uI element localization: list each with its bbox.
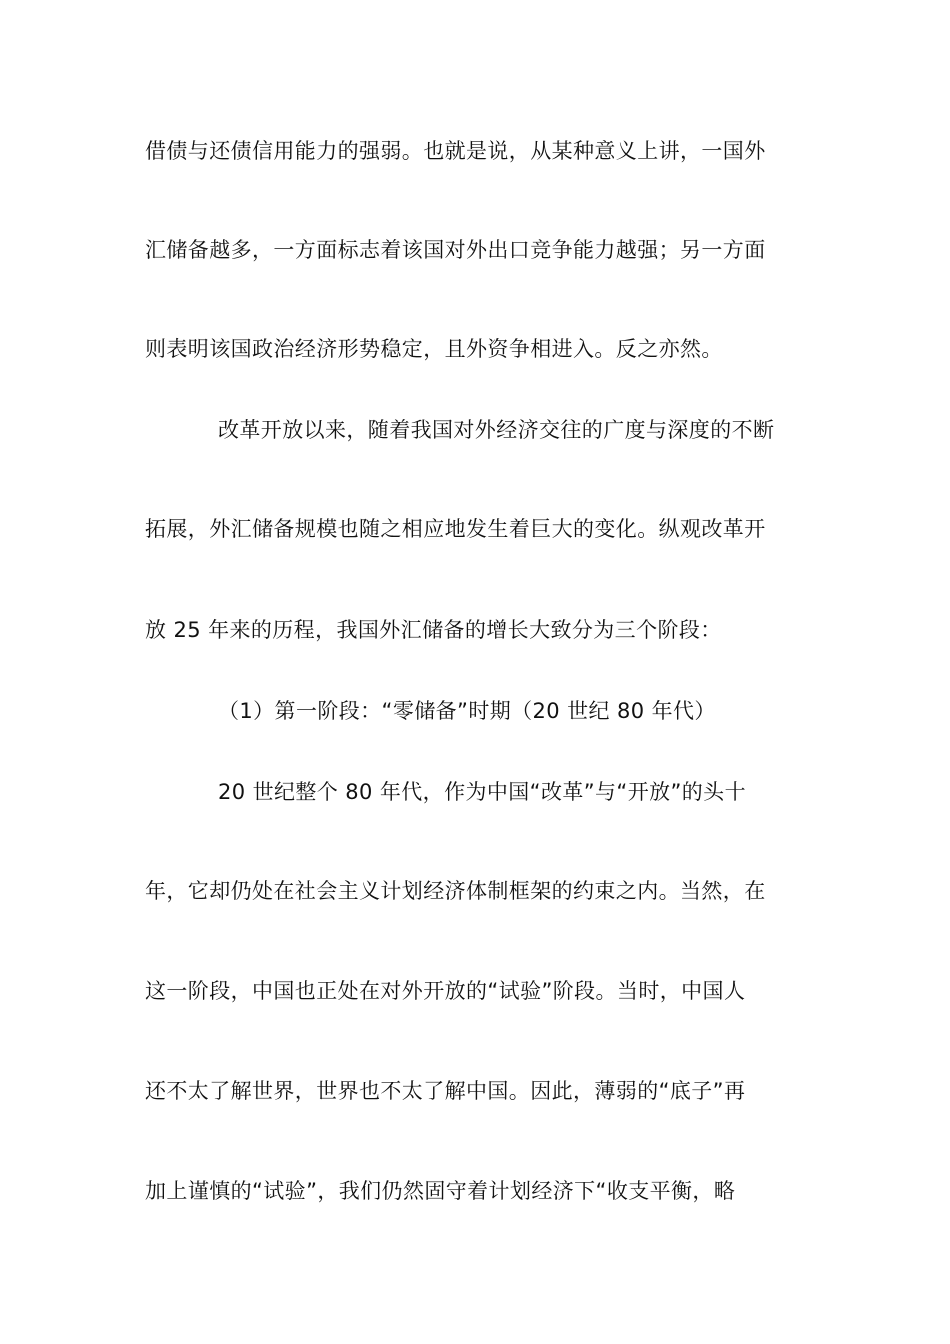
paragraph-line: 这一阶段，中国也正处在对外开放的“试验”阶段。当时，中国人 — [145, 979, 746, 1003]
section-heading: （1）第一阶段：“零储备”时期（20 世纪 80 年代） — [218, 699, 716, 723]
paragraph-line: 加上谨慎的“试验”，我们仍然固守着计划经济下“收支平衡，略 — [145, 1179, 736, 1203]
paragraph-line: 拓展，外汇储备规模也随之相应地发生着巨大的变化。纵观改革开 — [145, 517, 766, 541]
paragraph-first-line: 20 世纪整个 80 年代，作为中国“改革”与“开放”的头十 — [218, 780, 746, 804]
paragraph-line: 年，它却仍处在社会主义计划经济体制框架的约束之内。当然，在 — [145, 879, 766, 903]
paragraph-first-line: 改革开放以来，随着我国对外经济交往的广度与深度的不断 — [218, 418, 775, 442]
paragraph-line: 则表明该国政治经济形势稳定，且外资争相进入。反之亦然。 — [145, 337, 723, 361]
paragraph-line: 放 25 年来的历程，我国外汇储备的增长大致分为三个阶段： — [145, 618, 722, 642]
paragraph-line: 还不太了解世界，世界也不太了解中国。因此，薄弱的“底子”再 — [145, 1079, 746, 1103]
paragraph-line: 汇储备越多，一方面标志着该国对外出口竞争能力越强；另一方面 — [145, 238, 766, 262]
paragraph-line: 借债与还债信用能力的强弱。也就是说，从某种意义上讲，一国外 — [145, 139, 766, 163]
